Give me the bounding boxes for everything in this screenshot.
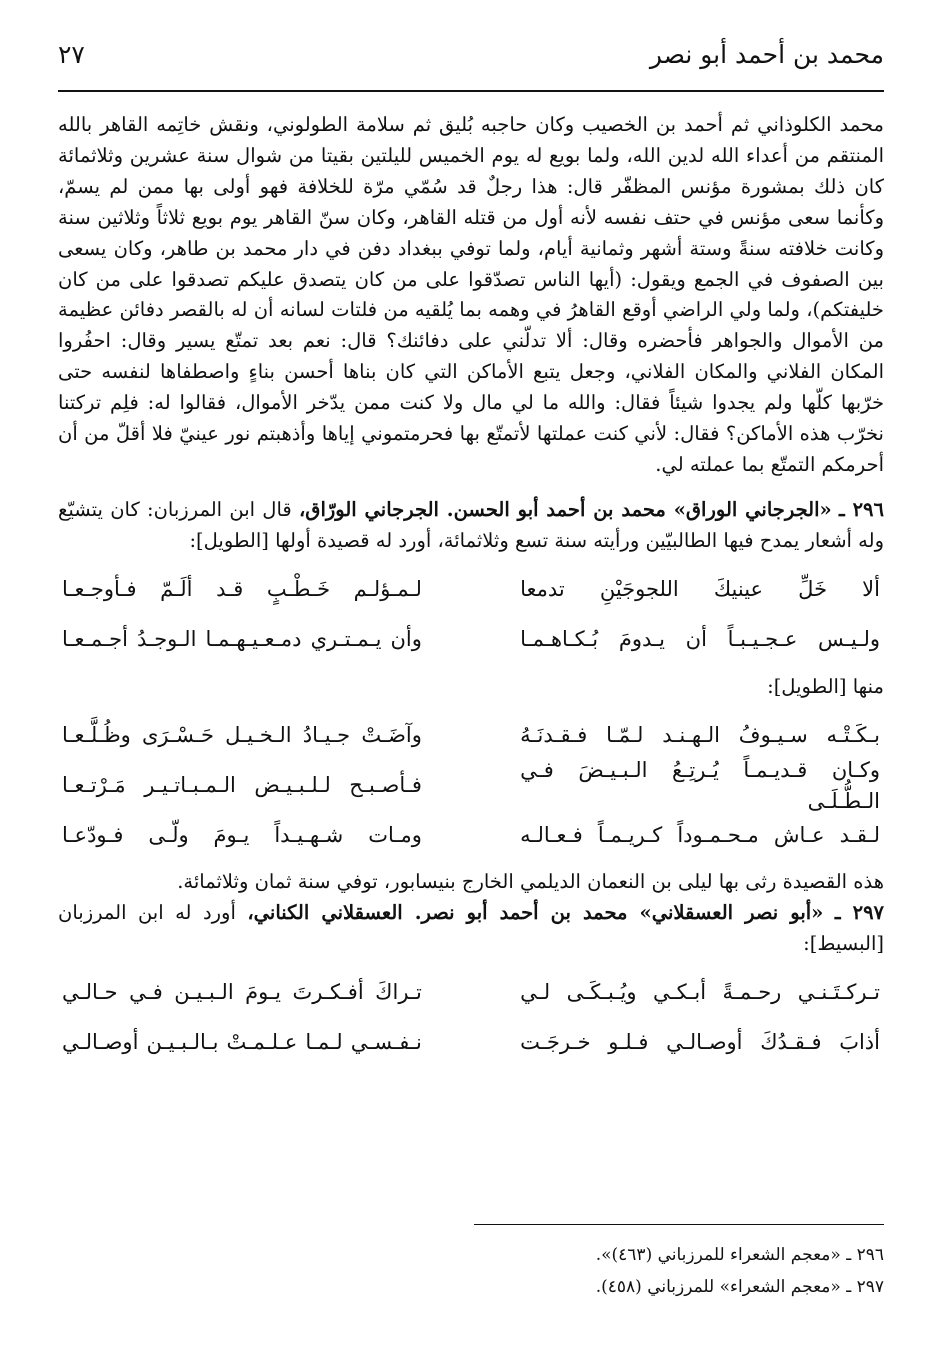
page-body	[58, 110, 884, 1067]
page	[58, 40, 884, 1073]
verse-first-hemistich: لـقـد عـاش مـحـمـوداً كـريـمـاً فـعـالـه	[520, 823, 880, 848]
entry-297-title: «أبو نصر العسقلاني» محمد بن أحمد أبو نصر. العسقلاني الكناني،	[247, 900, 824, 924]
entry-297-number: ٢٩٧ ـ	[834, 900, 885, 924]
verse-line	[62, 711, 880, 761]
verse-line	[62, 757, 880, 813]
verse-first-hemistich: تـركـتَـنـي رحـمـةً أبـكـي ويُـبـكَـى لـي	[520, 979, 880, 1004]
verse-first-hemistich: ألا خَلِّ عينيكَ اللجوجَيْنِ تدمعا	[520, 577, 880, 602]
verse-line	[62, 967, 880, 1017]
verse-first-hemistich: ولـيـس عـجـيـبـاً أن يـدومَ بُـكـاهـمـا	[520, 627, 880, 652]
verse-second-hemistich: وآضَـتْ جـيـادُ الـخـيـل حَـسْـرَى وظُـلَّـعـا	[62, 723, 422, 748]
page-header	[58, 40, 884, 92]
verse-second-hemistich: نـفـسـي لـمـا عـلـمـتْ بـالـبـيـن أوصـالـي	[62, 1029, 422, 1054]
verse-first-hemistich: وكـان قـديـمـاً يُـرتِـعُ الـبـيـضَ فـي الـطُّـلَـى	[520, 757, 880, 813]
paragraph-qahir: محمد الكلوذاني ثم أحمد بن الخصيب وكان حاجبه بُليق ثم سلامة الطولوني، ونقش خاتِمه القاهر بالله المنتقم من أعداء الله لدين الله، ولما بويع له يوم الخميس لليلتين بقيتا من شوال سنة عشرين وثلاثمائة كان ذلك بمشورة مؤنس المظفّر قال: هذا رجلٌ قد سُمّي مرّة للخلافة فهو أولى بها ممن لم يسمّ، وكأنما سعى مؤنس في حتف نفسه لأنه أول من قتله القاهر، وكان سنّ القاهر يوم بويع ثلاثاً وثلاثين سنة وكانت خلافته سنةً وستة أشهر وثمانية أيام، ولما توفي ببغداد دفن في دار محمد بن طاهر، وكان يسعى بين الصفوف في الجمع ويقول: (أيها الناس تصدّقوا على من كان يتصدق عليكم تصدقوا على من كان خليفتكم)، ولما ولي الراضي أوقع القاهرُ في وهمه بما يُلقيه من فلتات لسانه أن له بالقصر دفائن عظيمة من الأموال والجواهر فأحضره وقال: ألا تدلّني على دفائنك؟ قال: نعم بعد تمتّع يسير وقال: احفُروا المكان الفلاني والمكان الفلاني، وجعل يتبع الأماكن التي كان بناها أحسن بناءٍ واصطفاها لنفسه حتى خرّبها كلّها ولم يجدوا شيئاً فقال: والله ما لي مال ولا كنت ممن يدّخر الأموال، فقالوا له: فلِم تركتنا نخرّب هذه الأماكن؟ فقال: لأني كنت عملتها لأتمتّع بها فحرمتموني إياها وأذهبتم نور عينيّ فلا أقلّ من أن أحرمكم التمتّع بما عملته لي.	[58, 113, 884, 476]
entry-296-number: ٢٩٦ ـ	[839, 497, 884, 521]
verse-first-hemistich: بـكَـتْـه سـيـوفُ الـهـنـد لـمّـا فـقـدنَـهُ	[520, 723, 880, 748]
entry-296-text: قال ابن المرزبان: كان يتشيّع وله أشعار يمدح فيها الطالبيّين ورأيته سنة تسع وثلاثمائة، أورد له قصيدة أولها [الطويل]:	[58, 497, 884, 552]
verse-line	[62, 615, 880, 665]
page-number: ٢٧	[58, 40, 85, 69]
footnote-rule	[474, 1224, 884, 1225]
verse-second-hemistich: فـأصـبـح لـلـبـيـض الـمـبـاتـيـر مَـرْتـعـا	[62, 773, 422, 798]
spacer	[58, 481, 884, 495]
footnote-296: ٢٩٦ ـ «معجم الشعراء للمرزباني (٤٦٣)».	[595, 1245, 884, 1265]
verse-line	[62, 1017, 880, 1067]
verse-line	[62, 565, 880, 615]
entry-296-heading	[58, 495, 884, 557]
verse-line	[62, 811, 880, 861]
entry-297-heading	[58, 898, 884, 960]
verse-second-hemistich: تـراكَ أفـكـرتَ يـومَ الـبـيـن فـي حـالـي	[62, 979, 422, 1004]
poem-296-b	[58, 711, 884, 861]
footnote-297: ٢٩٧ ـ «معجم الشعراء» للمرزباني (٤٥٨).	[595, 1277, 884, 1297]
verse-second-hemistich: ومـات شـهـيـداً يـومَ ولّـى فـودّعـا	[62, 823, 422, 848]
entry-296-closing: هذه القصيدة رثى بها ليلى بن النعمان الديلمي الخارج بنيسابور، توفي سنة ثمان وثلاثمائة.	[177, 869, 884, 893]
poem-297	[58, 967, 884, 1067]
verse-second-hemistich: لـمـؤلـم خَـطْـبٍ قـد ألَـمّ فـأوجـعـا	[62, 577, 422, 602]
verse-first-hemistich: أذابَ فـقـدُكَ أوصـالـي فـلـو خـرجَـت	[520, 1029, 880, 1054]
running-title: محمد بن أحمد أبو نصر	[649, 40, 884, 69]
entry-296-title: «الجرجاني الوراق» محمد بن أحمد أبو الحسن. الجرجاني الورّاق،	[299, 497, 832, 521]
verse-second-hemistich: وأن يـمـتـري دمـعـيـهـمـا الـوجـدُ أجـمـعـا	[62, 627, 422, 652]
entry-297-text: أورد له ابن المرزبان [البسيط]:	[58, 900, 884, 955]
footnotes	[58, 1224, 884, 1303]
poem-296-a	[58, 565, 884, 665]
meter-label: منها [الطويل]:	[767, 674, 884, 698]
